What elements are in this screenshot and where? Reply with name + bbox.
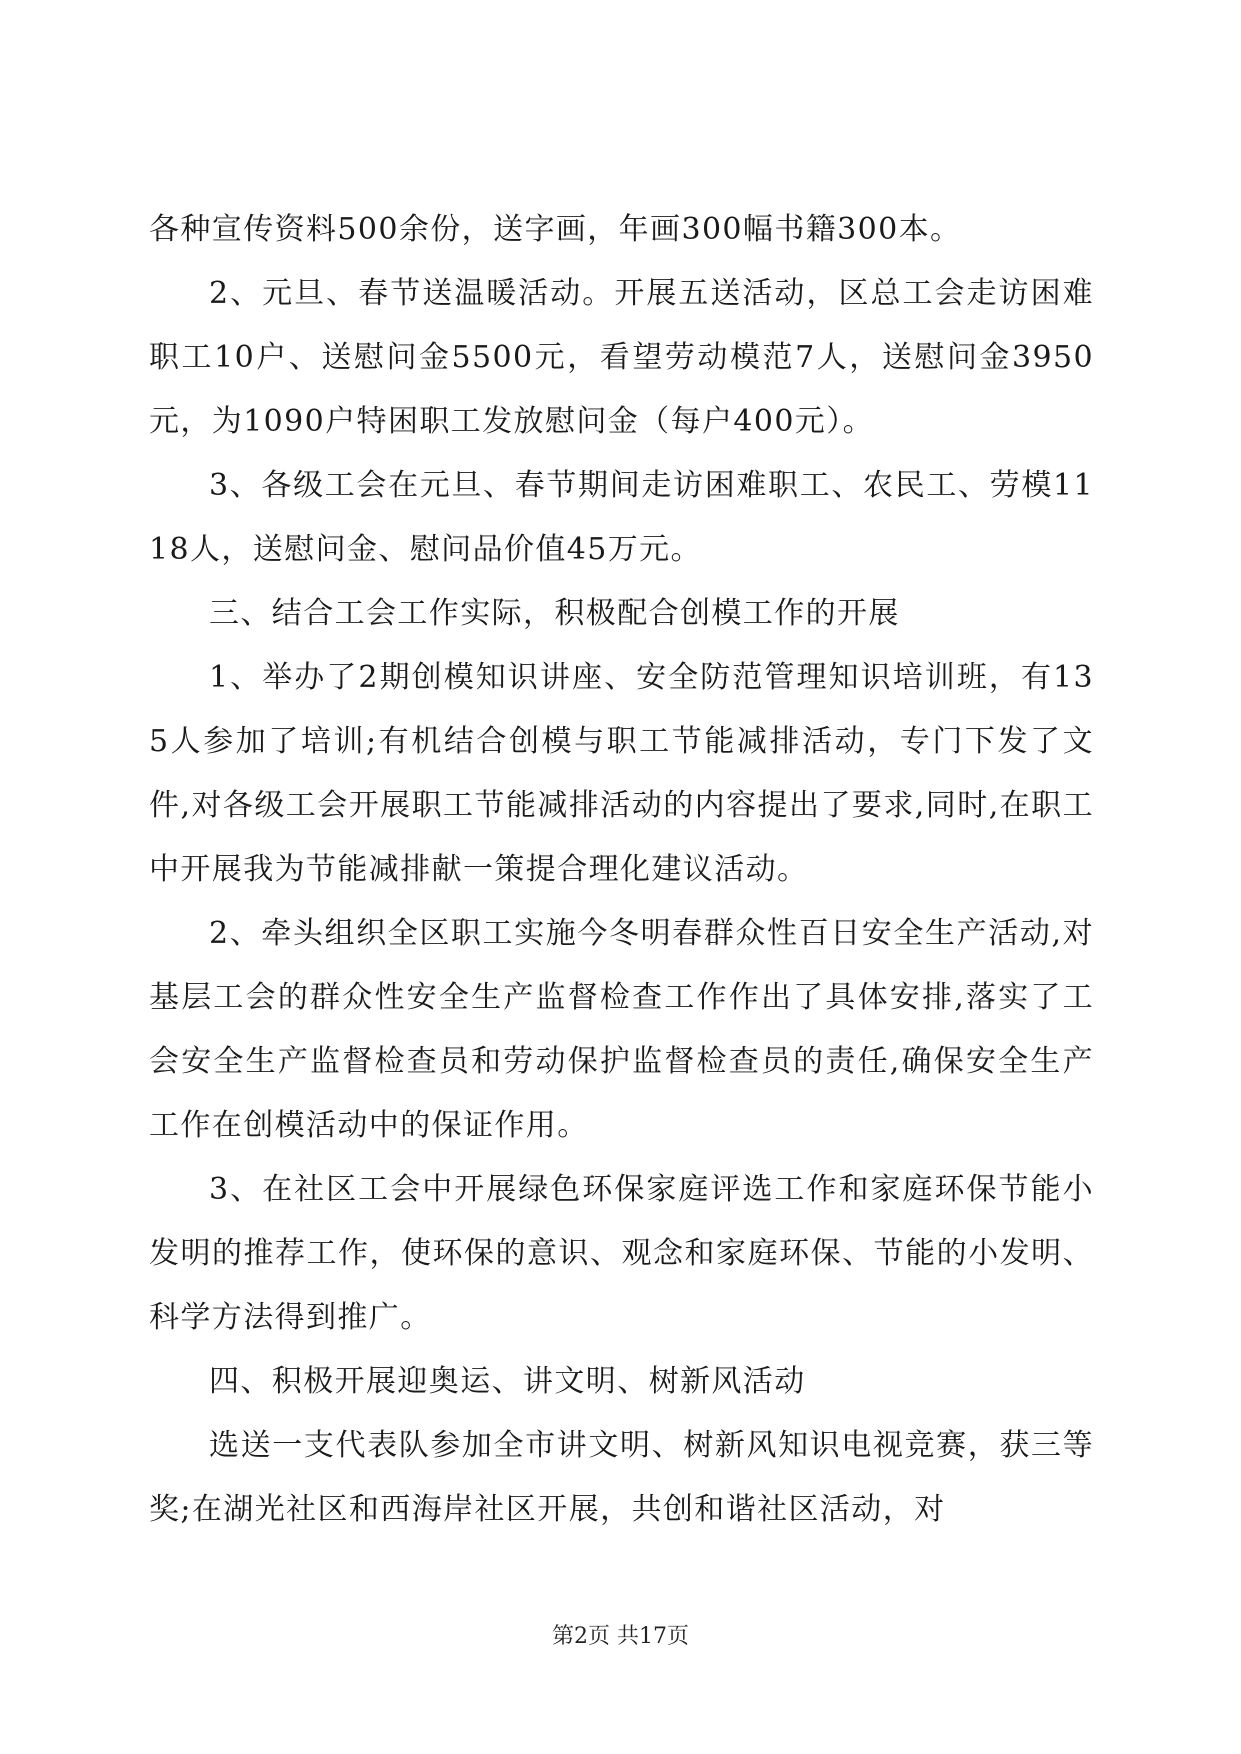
paragraph-continuation: 各种宣传资料500余份，送字画，年画300幅书籍300本。 [149,212,962,247]
paragraph-union-visits: 3、各级工会在元旦、春节期间走访困难职工、农民工、劳模1118人，送慰问金、慰问品价值45万元。 [149,468,1094,567]
paragraph-training: 1、举办了2期创模知识讲座、安全防范管理知识培训班，有135人参加了培训;有机结合创模与职工节能减排活动，专门下发了文件,对各级工会开展职工节能减排活动的内容提出了要求,同时,在职工中开展我为节能减排献一策提合理化建议活动。 [149,660,1094,887]
paragraph-new-year-warmth: 2、元旦、春节送温暖活动。开展五送活动，区总工会走访困难职工10户、送慰问金5500元，看望劳动模范7人，送慰问金3950元，为1090户特困职工发放慰问金（每户400元）。 [149,276,1094,439]
section-heading-3: 三、结合工会工作实际，积极配合创模工作的开展 [209,596,900,631]
page-number-footer: 第2页 共17页 [552,1624,689,1649]
paragraph-green-family: 3、在社区工会中开展绿色环保家庭评选工作和家庭环保节能小发明的推荐工作，使环保的意识、观念和家庭环保、节能的小发明、科学方法得到推广。 [149,1172,1094,1335]
section-heading-4: 四、积极开展迎奥运、讲文明、树新风活动 [209,1364,806,1399]
document-body [149,198,1094,1542]
paragraph-competition: 选送一支代表队参加全市讲文明、树新风知识电视竞赛，获三等奖;在湖光社区和西海岸社区开展，共创和谐社区活动，对 [149,1428,1094,1527]
paragraph-safety: 2、牵头组织全区职工实施今冬明春群众性百日安全生产活动,对基层工会的群众性安全生产监督检查工作作出了具体安排,落实了工会安全生产监督检查员和劳动保护监督检查员的责任,确保安全生产工作在创模活动中的保证作用。 [149,916,1094,1143]
